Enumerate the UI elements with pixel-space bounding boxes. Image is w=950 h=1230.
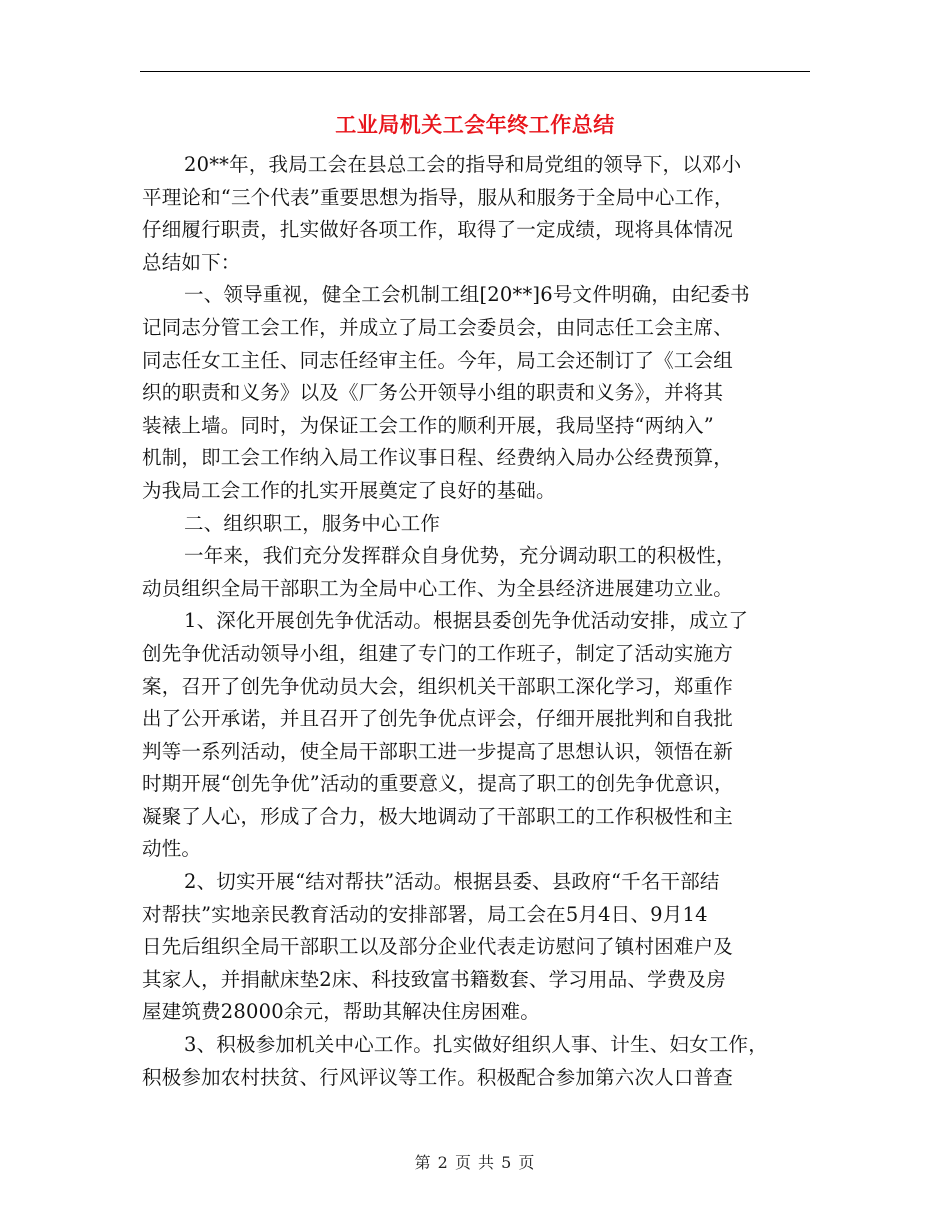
text-line: 平理论和“三个代表”重要思想为指导，服从和服务于全局中心工作，	[142, 185, 734, 209]
text-line: 1、深化开展创先争优活动。根据县委创先争优活动安排，成立了	[184, 609, 749, 633]
text-line: 凝聚了人心，形成了合力，极大地调动了干部职工的工作积极性和主	[142, 804, 734, 828]
header-rule	[140, 71, 810, 72]
text-line: 机制，即工会工作纳入局工作议事日程、经费纳入局办公经费预算，	[142, 446, 734, 470]
text-line: 20**年，我局工会在县总工会的指导和局党组的领导下，以邓小	[184, 153, 742, 176]
text-line: 其家人，并捐献床垫2床、科技致富书籍数套、学习用品、学费及房	[142, 967, 726, 991]
text-line: 对帮扶”实地亲民教育活动的安排部署，局工会在5月4日、9月14	[142, 902, 708, 926]
text-line: 动员组织全局干部职工为全局中心工作、为全县经济进展建功立业。	[142, 576, 734, 600]
text-line: 积极参加农村扶贫、行风评议等工作。积极配合参加第六次人口普查	[142, 1065, 734, 1089]
text-line: 一年来，我们充分发挥群众自身优势，充分调动职工的积极性，	[184, 544, 736, 568]
text-line: 2、切实开展“结对帮扶”活动。根据县委、县政府“千名干部结	[184, 870, 720, 894]
page-number: 第 2 页 共 5 页	[414, 1153, 536, 1172]
text-line: 记同志分管工会工作，并成立了局工会委员会，由同志任工会主席、	[142, 315, 734, 339]
text-line: 时期开展“创先争优”活动的重要意义，提高了职工的创先争优意识，	[142, 772, 734, 796]
text-line: 3、积极参加机关中心工作。扎实做好组织人事、计生、妇女工作，	[184, 1033, 768, 1057]
text-line: 案，召开了创先争优动员大会，组织机关干部职工深化学习，郑重作	[142, 674, 734, 698]
document-body	[142, 149, 818, 1094]
text-line: 仔细履行职责，扎实做好各项工作，取得了一定成绩，现将具体情况	[142, 218, 734, 242]
text-line: 动性。	[142, 837, 202, 861]
text-line: 日先后组织全局干部职工以及部分企业代表走访慰问了镇村困难户及	[142, 935, 734, 959]
text-line: 总结如下：	[142, 250, 241, 274]
text-line: 屋建筑费28000余元，帮助其解决住房困难。	[142, 1000, 540, 1024]
text-line: 为我局工会工作的扎实开展奠定了良好的基础。	[142, 478, 556, 502]
text-line: 出了公开承诺，并且召开了创先争优点评会，仔细开展批判和自我批	[142, 707, 734, 731]
text-line: 织的职责和义务》以及《厂务公开领导小组的职责和义务》，并将其	[142, 381, 724, 405]
document-title: 工业局机关工会年终工作总结	[335, 113, 615, 137]
text-line: 装裱上墙。同时，为保证工会工作的顺利开展，我局坚持“两纳入”	[142, 413, 714, 437]
text-line: 创先争优活动领导小组，组建了专门的工作班子，制定了活动实施方	[142, 641, 734, 665]
text-line: 判等一系列活动，使全局干部职工进一步提高了思想认识，领悟在新	[142, 739, 734, 763]
text-line: 一、领导重视，健全工会机制工组[20**]6号文件明确，由纪委书	[184, 283, 750, 307]
text-line: 二、组织职工，服务中心工作	[184, 511, 441, 535]
text-line: 同志任女工主任、同志任经审主任。今年，局工会还制订了《工会组	[142, 348, 734, 372]
